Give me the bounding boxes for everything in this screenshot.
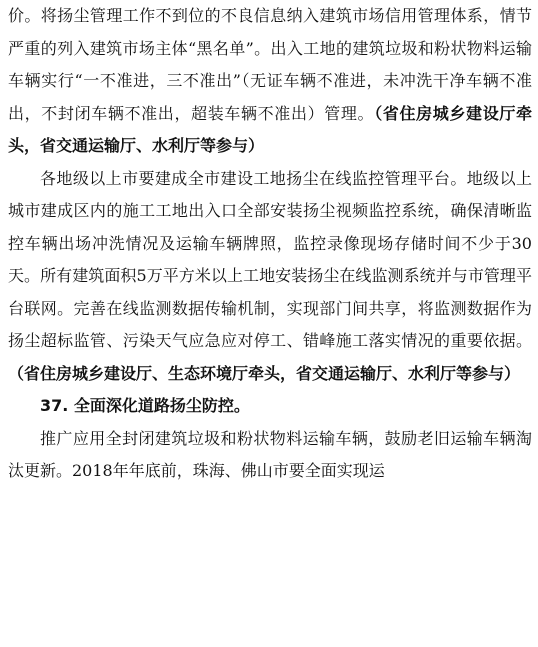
paragraph-3: 推广应用全封闭建筑垃圾和粉状物料运输车辆，鼓励老旧运输车辆淘汰更新。2018年年底前，珠海、佛山市要全面实现运	[8, 428, 532, 480]
paragraph-2	[8, 163, 532, 391]
paragraph-2-responsibility-note: （省住房城乡建设厅、生态环境厅牵头，省交通运输厅、水利厅等参与）	[8, 363, 521, 383]
paragraph-1-responsibility-note: （省住房城乡建设厅牵头，省交通运输厅、水利厅等参与）	[8, 103, 532, 155]
paragraph-1-body: 价。将扬尘管理工作不到位的不良信息纳入建筑市场信用管理体系，情节严重的列入建筑市场主体“黑名单”。出入工地的建筑垃圾和粉状物料运输车辆实行“一不准进，三不准出”（无证车辆不准进，未冲洗干净车辆不准出，不封闭车辆不准出，超装车辆不准出）管理。	[8, 6, 532, 123]
paragraph-1	[8, 0, 532, 163]
section-heading-37: 37. 全面深化道路扬尘防控。	[40, 396, 250, 415]
paragraph-2-body: 各地级以上市要建成全市建设工地扬尘在线监控管理平台。地级以上城市建成区内的施工工地出入口全部安装扬尘视频监控系统，确保清晰监控车辆出场冲洗情况及运输车辆牌照，监控录像现场存储时间不少于30天。所有建筑面积5万平方米以上工地安装扬尘在线监测系统并与市管理平台联网。完善在线监测数据传输机制，实现部门间共享，将监测数据作为扬尘超标监管、污染天气应急应对停工、错峰施工落实情况的重要依据。	[8, 168, 532, 350]
